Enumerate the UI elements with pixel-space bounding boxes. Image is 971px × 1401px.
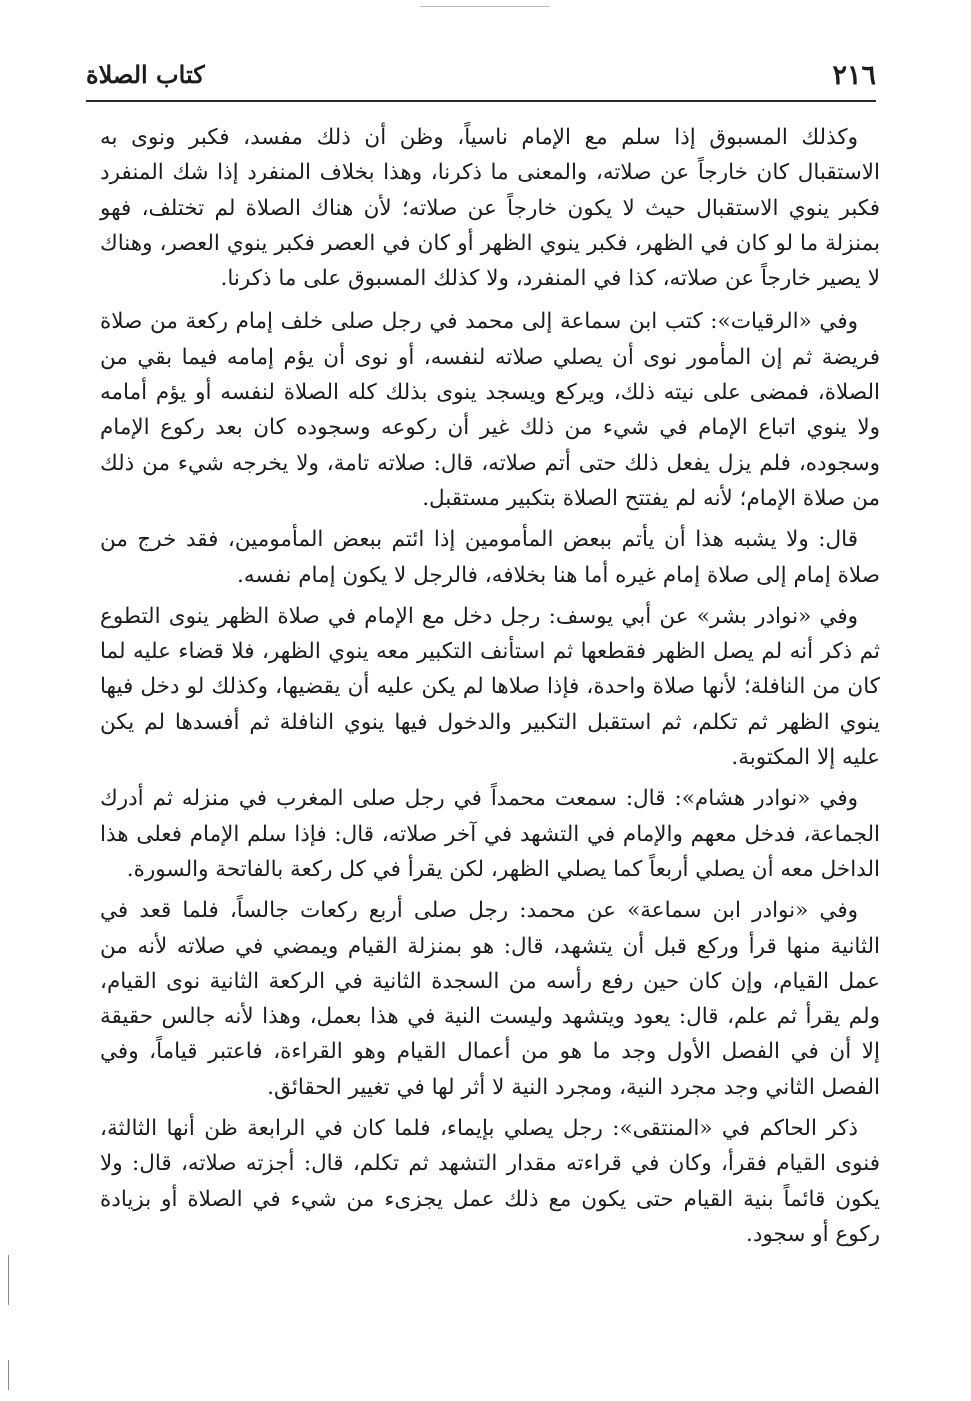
book-title: كتاب الصلاة (86, 60, 205, 89)
paragraph: قال: ولا يشبه هذا أن يأتم ببعض المأمومين إذا ائتم ببعض المأمومين، فقد خرج من صلاة إمام إلى صلاة إمام غيره أما هنا بخلافه، فالرجل لا يكون إمام نفسه. (100, 527, 880, 588)
scan-edge-mark (8, 1360, 9, 1390)
header-rule (86, 100, 876, 102)
top-rule (420, 6, 550, 7)
scan-edge-mark (8, 1255, 9, 1305)
paragraph: وكذلك المسبوق إذا سلم مع الإمام ناسياً، وظن أن ذلك مفسد، فكبر ونوى به الاستقبال كان خارجاً عن صلاته، والمعنى ما ذكرنا، وهذا بخلاف المنفرد إذا شك المنفرد فكبر ينوي الاستقبال حيث لا يكون خارجاً عن صلاته؛ لأن هناك الصلاة لم تختلف، فهو بمنزلة ما لو كان في الظهر، فكبر ينوي الظهر أو كان في العصر فكبر ينوي العصر، وهناك لا يصير خارجاً عن صلاته، كذا في المنفرد، ولا كذلك المسبوق على ما ذكرنا. (100, 125, 880, 292)
page-header (86, 58, 876, 96)
paragraph: وفي «الرقيات»: كتب ابن سماعة إلى محمد في رجل صلى خلف إمام ركعة من صلاة فريضة ثم إن المأمور نوى أن يصلي صلاته لنفسه، أو نوى أن يؤم إمامه فيما بقي من الصلاة، فمضى على نيته ذلك، ويركع ويسجد ينوى بذلك كله الصلاة لنفسه أو يؤم أمامه ولا ينوي اتباع الإمام في شيء من ذلك غير أن ركوعه وسجوده كان بعد ركوع الإمام وسجوده، فلم يزل يفعل ذلك حتى أتم صلاته، قال: صلاته تامة، ولا يخرجه شيء من ذلك من صلاة الإمام؛ لأنه لم يفتتح الصلاة بتكبير مستقبل. (100, 309, 880, 511)
paragraph: ذكر الحاكم في «المنتقى»: رجل يصلي بإيماء، فلما كان في الرابعة ظن أنها الثالثة، فنوى القيام فقرأ، وكان في قراءته مقدار التشهد ثم تكلم، قال: أجزته صلاته، قال: ولا يكون قائماً بنية القيام حتى يكون مع ذلك عمل يجزىء من شيء في الصلاة أو بزيادة ركوع أو سجود. (100, 1116, 880, 1247)
paragraph: وفي «نوادر بشر» عن أبي يوسف: رجل دخل مع الإمام في صلاة الظهر ينوى التطوع ثم ذكر أنه لم يصل الظهر فقطعها ثم استأنف التكبير معه ينوي الظهر، فلا قضاء عليه لما كان من النافلة؛ لأنها صلاة واحدة، فإذا صلاها لم يكن عليه أن يقضيها، وكذلك لو دخل فيها ينوي الظهر ثم تكلم، ثم استقبل التكبير والدخول فيها ينوي النافلة ثم أفسدها لم يكن عليه إلا المكتوبة. (100, 603, 880, 771)
paragraph: وفي «نوادر ابن سماعة» عن محمد: رجل صلى أربع ركعات جالساً، فلما قعد في الثانية منها قرأ وركع قبل أن يتشهد، قال: هو بمنزلة القيام ويمضي في صلاته لأنه من عمل القيام، وإن كان حين رفع رأسه من السجدة الثانية في الركعة الثانية نوى القيام، ولم يقرأ ثم علم، قال: يعود ويتشهد وليست النية في هذا بعمل، وهذا لأنه جالس حقيقة إلا أن في الفصل الأول وجد ما هو من أعمال القيام وهو القراءة، فاعتبر قياماً، وفي الفصل الثاني وجد مجرد النية، ومجرد النية لا أثر لها في تغيير الحقائق. (100, 898, 880, 1100)
body-text (100, 120, 880, 1258)
page-number: ٢١٦ (832, 60, 876, 91)
paragraph: وفي «نوادر هشام»: قال: سمعت محمداً في رجل صلى المغرب في منزله ثم أدرك الجماعة، فدخل معهم والإمام في التشهد في آخر صلاته، قال: فإذا سلم الإمام فعلى هذا الداخل معه أن يصلي أربعاً كما يصلي الظهر، لكن يقرأ في كل ركعة بالفاتحة والسورة. (100, 786, 880, 882)
